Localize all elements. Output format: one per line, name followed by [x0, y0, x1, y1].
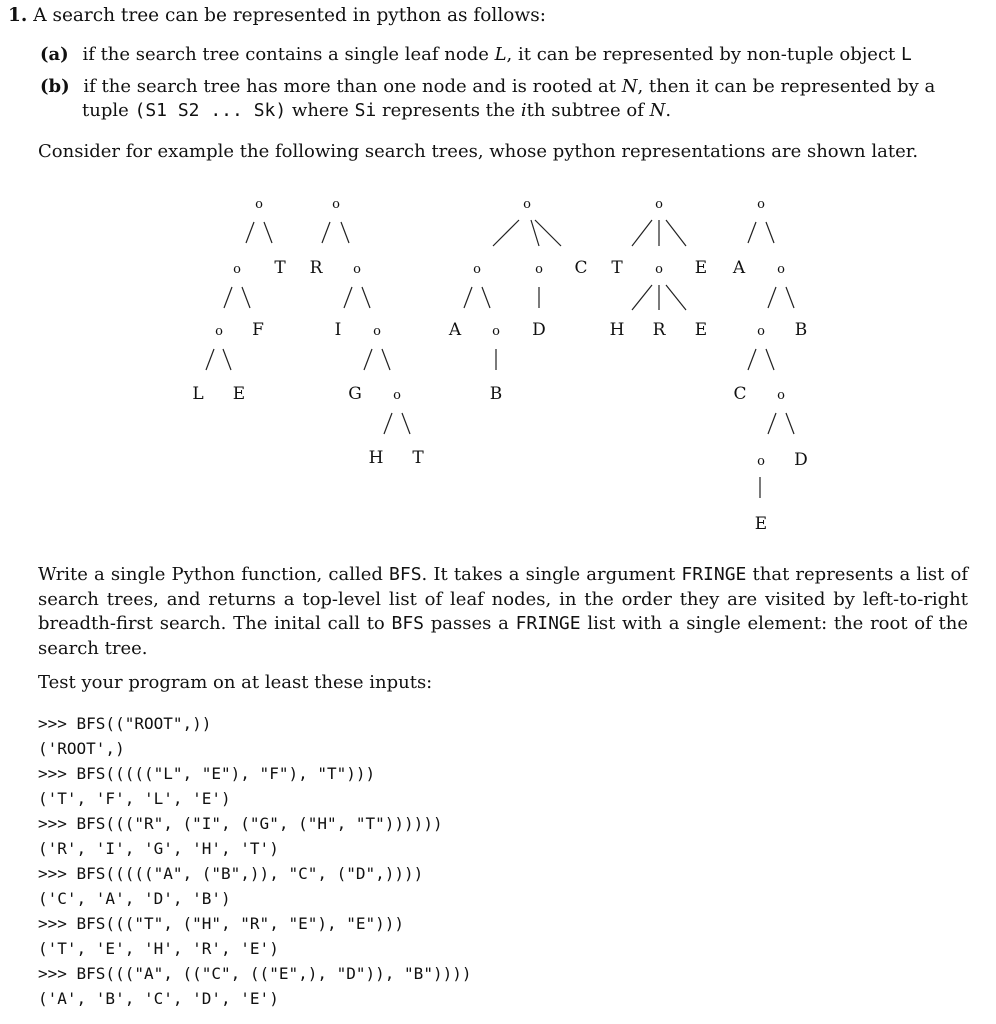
leaf-node: T	[274, 258, 286, 278]
leaf-node: T	[611, 258, 623, 278]
code-line: ('ROOT',)	[38, 739, 125, 758]
code-line: ('T', 'E', 'H', 'R', 'E')	[38, 939, 279, 958]
item-b-line1-post: , then it can be represented by a	[637, 76, 936, 97]
leaf-node: C	[574, 258, 588, 278]
leaf-node: E	[694, 320, 708, 340]
code-block	[38, 714, 638, 1014]
inner-node: o	[655, 197, 663, 212]
inner-node: o	[233, 262, 241, 277]
inner-node: o	[757, 324, 765, 339]
fn-name: BFS	[389, 564, 422, 585]
problem-intro: A search tree can be represented in python as follows:	[33, 5, 546, 26]
inner-node: o	[353, 262, 361, 277]
leaf-node: B	[794, 320, 808, 340]
leaf-node: E	[754, 514, 768, 534]
item-b-label: (b)	[40, 76, 70, 97]
desc-text: that represents a list of search trees, and returns a top-level list of leaf nodes, in the order they are visited by left-to-right breadth-first search. The inital call to	[38, 564, 968, 634]
inner-node: o	[757, 454, 765, 469]
leaf-node: B	[489, 384, 503, 404]
problem-number: 1.	[8, 5, 28, 26]
inner-node: o	[523, 197, 531, 212]
item-b-end: .	[665, 100, 672, 121]
leaf-node: F	[252, 320, 264, 340]
leaf-node: R	[309, 258, 323, 278]
inner-node: o	[535, 262, 543, 277]
inner-node: o	[655, 262, 663, 277]
tree-leaf-nodes	[192, 258, 807, 534]
fn-name: BFS	[391, 613, 425, 634]
code-line: ('T', 'F', 'L', 'E')	[38, 789, 231, 808]
item-b-tuple-pre: tuple	[82, 100, 135, 121]
leaf-node: D	[532, 320, 546, 340]
leaf-node: T	[412, 448, 424, 468]
code-line: ('C', 'A', 'D', 'B')	[38, 889, 231, 908]
inner-node: o	[373, 324, 381, 339]
item-b-var: N	[621, 76, 638, 97]
inner-node: o	[473, 262, 481, 277]
item-b-line1: if the search tree has more than one node and is rooted at	[83, 76, 622, 97]
code-line: ('A', 'B', 'C', 'D', 'E')	[38, 989, 279, 1008]
item-a-code: L	[901, 44, 912, 65]
arg-name: FRINGE	[515, 613, 581, 634]
inner-node: o	[757, 197, 765, 212]
code-line: >>> BFS((("R", ("I", ("G", ("H", "T"))))))	[38, 814, 443, 833]
code-line: >>> BFS((((("A", ("B",)), "C", ("D",))))	[38, 864, 424, 883]
item-b-represents: represents the	[376, 100, 521, 121]
item-b-si: Si	[354, 100, 377, 121]
inner-node: o	[332, 197, 340, 212]
item-a-text2: , it can be represented by non-tuple object	[506, 44, 901, 65]
code-line: >>> BFS((((("L", "E"), "F"), "T")))	[38, 764, 376, 783]
item-b-var2: N	[649, 100, 666, 121]
code-line: >>> BFS((("T", ("H", "R", "E"), "E")))	[38, 914, 405, 933]
inner-node: o	[215, 324, 223, 339]
consider-text: Consider for example the following search trees, whose python representations are shown later.	[38, 141, 919, 162]
item-a	[40, 44, 912, 65]
arg-name: FRINGE	[681, 564, 747, 585]
search-trees-diagram	[0, 185, 996, 540]
desc-text: passes a	[424, 613, 516, 634]
item-b-tuple-code: (S1 S2 ... Sk)	[134, 100, 287, 121]
inner-node: o	[492, 324, 500, 339]
leaf-node: L	[192, 384, 204, 404]
leaf-node: I	[334, 320, 342, 340]
item-b-th: th subtree of	[526, 100, 650, 121]
test-intro: Test your program on at least these inputs:	[38, 672, 433, 693]
leaf-node: G	[348, 384, 362, 404]
leaf-node: A	[448, 320, 462, 340]
leaf-node: A	[732, 258, 746, 278]
item-a-text: if the search tree contains a single leaf node	[82, 44, 495, 65]
inner-node: o	[393, 388, 401, 403]
code-line: ('R', 'I', 'G', 'H', 'T')	[38, 839, 279, 858]
item-b-line2	[82, 100, 671, 121]
problem-header	[8, 5, 546, 26]
item-b-i: i	[520, 100, 527, 121]
leaf-node: R	[652, 320, 666, 340]
inner-node: o	[255, 197, 263, 212]
leaf-node: H	[368, 448, 384, 468]
inner-node: o	[777, 388, 785, 403]
item-b-where: where	[286, 100, 355, 121]
item-b	[40, 76, 935, 97]
description-paragraph	[38, 563, 968, 661]
code-line: >>> BFS((("A", (("C", (("E",), "D")), "B"))))	[38, 964, 472, 983]
item-a-var: L	[494, 44, 507, 65]
desc-text: . It takes a single argument	[421, 564, 682, 585]
leaf-node: E	[232, 384, 246, 404]
leaf-node: H	[609, 320, 625, 340]
leaf-node: C	[733, 384, 747, 404]
inner-node: o	[777, 262, 785, 277]
item-a-label: (a)	[40, 44, 69, 65]
desc-text: Write a single Python function, called	[38, 564, 390, 585]
desc-text: list with a single element: the root of the search tree.	[38, 613, 969, 659]
leaf-node: D	[794, 450, 808, 470]
leaf-node: E	[694, 258, 708, 278]
code-line: >>> BFS(("ROOT",))	[38, 714, 212, 733]
